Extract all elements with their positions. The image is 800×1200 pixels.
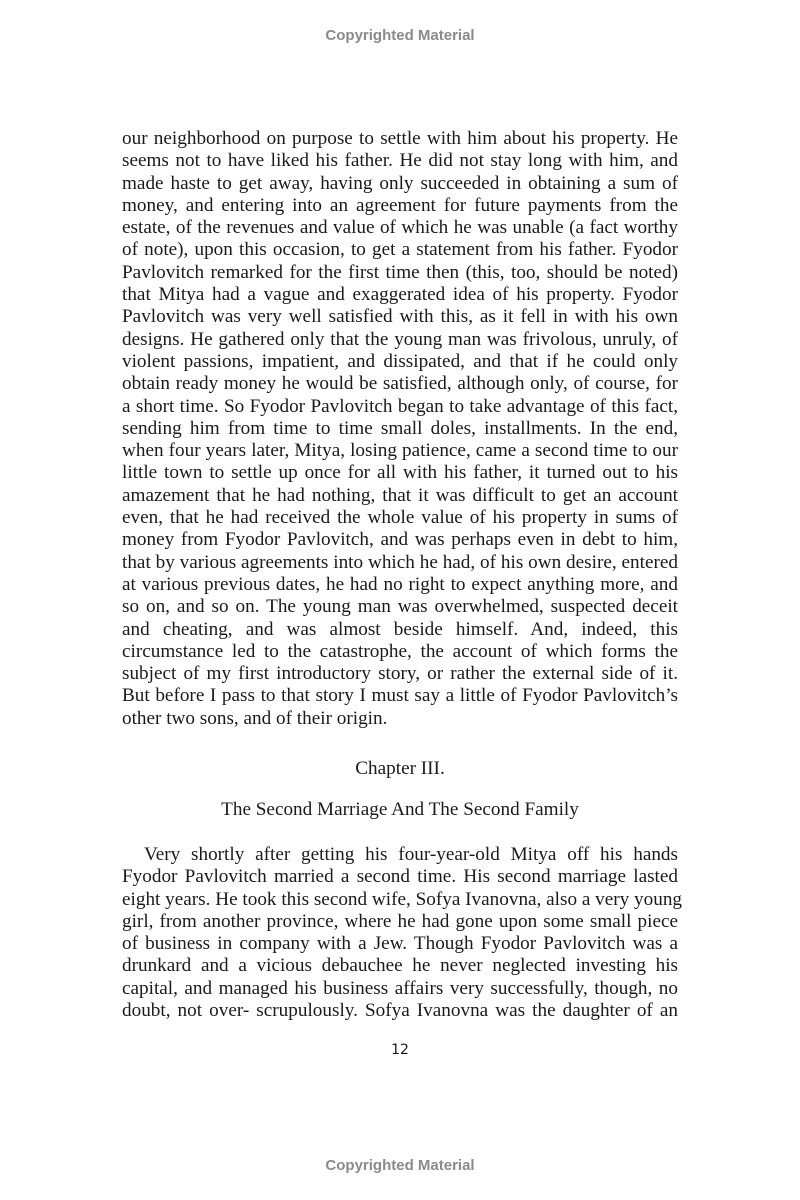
page-number: 12 xyxy=(391,1042,409,1058)
text-line: violent passions, impatient, and dissipated, and that if he could only xyxy=(122,350,678,372)
text-line: designs. He gathered only that the young man was frivolous, unruly, of xyxy=(122,328,678,350)
text-line: that Mitya had a vague and exaggerated idea of his property. Fyodor xyxy=(122,284,678,306)
text-line: doubt, not over- scrupulously. Sofya Ivanovna was the daughter of an xyxy=(122,1000,678,1022)
chapter-title: The Second Marriage And The Second Family xyxy=(221,799,579,820)
text-line: girl, from another province, where he had gone upon some small piece xyxy=(122,910,678,932)
text-line: that by various agreements into which he had, of his own desire, entered xyxy=(122,551,678,573)
text-line: of note), upon this occasion, to get a statement from his father. Fyodor xyxy=(122,239,678,261)
text-line: estate, of the revenues and value of which he was unable (a fact worthy xyxy=(122,217,678,239)
text-line: our neighborhood on purpose to settle with him about his property. He xyxy=(122,128,678,149)
text-line: Fyodor Pavlovitch married a second time. His second marriage lasted xyxy=(122,866,678,888)
text-line: Pavlovitch remarked for the first time then (this, too, should be noted) xyxy=(122,261,678,283)
text-line: drunkard and a vicious debauchee he never neglected investing his xyxy=(122,955,678,977)
text-line: sending him from time to time small doles, installments. In the end, xyxy=(122,417,678,439)
text-line: even, that he had received the whole value of his property in sums of xyxy=(122,507,678,529)
text-line: money from Fyodor Pavlovitch, and was perhaps even in debt to him, xyxy=(122,529,678,551)
text-line: and cheating, and was almost beside himself. And, indeed, this xyxy=(122,618,678,640)
text-line: amazement that he had nothing, that it was difficult to get an account xyxy=(122,484,678,506)
text-line: money, and entering into an agreement for future payments from the xyxy=(122,194,678,216)
text-line: little town to settle up once for all with his father, it turned out to his xyxy=(122,462,678,484)
text-line: other two sons, and of their origin. xyxy=(122,707,388,729)
chapter-number: Chapter III. xyxy=(355,758,445,779)
copyright-watermark-bottom: Copyrighted Material xyxy=(325,1157,475,1174)
text-line: But before I pass to that story I must say a little of Fyodor Pavlovitch’s xyxy=(122,685,678,707)
text-line: of business in company with a Jew. Though Fyodor Pavlovitch was a xyxy=(122,933,678,955)
text-line: eight years. He took this second wife, Sofya Ivanovna, also a very young xyxy=(122,888,683,910)
text-line: obtain ready money he would be satisfied, although only, of course, for xyxy=(122,373,678,395)
text-line: Pavlovitch was very well satisfied with this, as it fell in with his own xyxy=(122,306,678,328)
paragraph-2 xyxy=(122,844,683,1022)
paragraph-1 xyxy=(122,128,678,730)
text-line: seems not to have liked his father. He did not stay long with him, and xyxy=(122,150,678,172)
text-line: so on, and so on. The young man was overwhelmed, suspected deceit xyxy=(122,596,678,618)
text-line: subject of my first introductory story, or rather the external side of it. xyxy=(122,663,678,685)
text-line: Very shortly after getting his four-year-old Mitya off his hands xyxy=(144,844,678,865)
text-line: at various previous dates, he had no right to expect anything more, and xyxy=(122,573,678,595)
copyright-watermark-top: Copyrighted Material xyxy=(325,27,475,44)
text-line: a short time. So Fyodor Pavlovitch began to take advantage of this fact, xyxy=(122,395,678,417)
text-line: circumstance led to the catastrophe, the account of which forms the xyxy=(122,640,678,662)
text-line: made haste to get away, having only succeeded in obtaining a sum of xyxy=(122,172,678,194)
text-line: when four years later, Mitya, losing patience, came a second time to our xyxy=(122,440,678,462)
text-line: capital, and managed his business affairs very successfully, though, no xyxy=(122,977,678,999)
